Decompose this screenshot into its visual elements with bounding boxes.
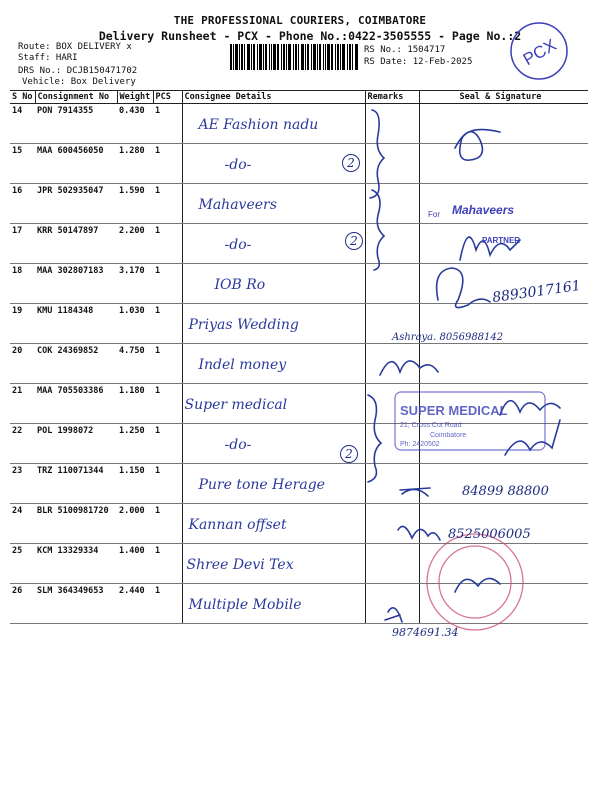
seal-cell [419, 144, 588, 184]
remarks-cell [365, 504, 419, 544]
pcs-cell: 1 [153, 584, 182, 624]
sno-cell: 21 [10, 384, 35, 424]
pcs-cell: 1 [153, 184, 182, 224]
runsheet-table [10, 90, 588, 624]
sno-cell: 18 [10, 264, 35, 304]
consignee-cell [182, 424, 365, 464]
vehicle-label: Vehicle: Box Delivery [22, 77, 136, 87]
col-remarks: Remarks [365, 91, 419, 104]
consignment-cell: MAA 705503386 [35, 384, 117, 424]
remarks-cell [365, 104, 419, 144]
consignment-cell: KCM 13329334 [35, 544, 117, 584]
mahaveers-stamp-prefix: For [428, 210, 440, 219]
table-row [10, 424, 588, 464]
consignee-handwriting: Indel money [198, 356, 287, 373]
company-title: THE PROFESSIONAL COURIERS, COIMBATORE [173, 14, 427, 27]
consignee-cell [182, 104, 365, 144]
remarks-cell [365, 344, 419, 384]
weight-cell: 1.030 [117, 304, 153, 344]
col-consignment: Consignment No [35, 91, 117, 104]
super-medical-stamp-title: SUPER MEDICAL [400, 403, 508, 418]
pcs-cell: 1 [153, 544, 182, 584]
consignee-cell [182, 184, 365, 224]
consignee-cell [182, 304, 365, 344]
consignee-cell [182, 504, 365, 544]
pcs-cell: 1 [153, 424, 182, 464]
consignment-cell: MAA 302807183 [35, 264, 117, 304]
consignee-cell [182, 584, 365, 624]
pcs-cell: 1 [153, 504, 182, 544]
weight-cell: 2.200 [117, 224, 153, 264]
pcx-stamp-text: PCX [519, 35, 560, 70]
consignee-cell [182, 384, 365, 424]
consignee-handwriting: IOB Ro [214, 276, 266, 293]
remarks-cell [365, 464, 419, 504]
consignment-cell: KRR 50147897 [35, 224, 117, 264]
weight-cell: 1.180 [117, 384, 153, 424]
sno-cell: 16 [10, 184, 35, 224]
weight-cell: 1.250 [117, 424, 153, 464]
pcs-cell: 1 [153, 144, 182, 184]
table-row [10, 584, 588, 624]
consignee-cell [182, 144, 365, 184]
seal-cell [419, 424, 588, 464]
runsheet-title: Delivery Runsheet - PCX - Phone No.:0422-3505555 - Page No.:2 [98, 29, 522, 43]
sno-cell: 19 [10, 304, 35, 344]
super-medical-stamp-city: Coimbatore [430, 432, 467, 439]
remarks-cell [365, 224, 419, 264]
consignee-cell [182, 264, 365, 304]
consignee-handwriting: -do- [224, 436, 252, 453]
weight-cell: 1.150 [117, 464, 153, 504]
mahaveers-stamp: Mahaveers [452, 203, 515, 217]
consignment-cell: KMU 1184348 [35, 304, 117, 344]
pcx-stamp [508, 20, 570, 82]
partner-stamp: PARTNER [482, 236, 521, 245]
pcs-cell: 1 [153, 464, 182, 504]
consignment-cell: JPR 502935047 [35, 184, 117, 224]
weight-cell: 1.400 [117, 544, 153, 584]
consignee-handwriting: -do- [224, 236, 252, 253]
super-medical-stamp-address: 21, Cross Cut Road [400, 422, 462, 429]
consignment-cell: PON 7914355 [35, 104, 117, 144]
pcs-cell: 1 [153, 264, 182, 304]
seal-cell [419, 544, 588, 584]
super-medical-stamp-phone: Ph: 2420502 [400, 441, 440, 448]
signature-phone-row-26: 9874691.34 [392, 626, 459, 639]
consignment-cell: POL 1998072 [35, 424, 117, 464]
table-row [10, 544, 588, 584]
rs-date: RS Date: 12-Feb-2025 [364, 57, 473, 67]
sno-cell: 22 [10, 424, 35, 464]
col-pcs: PCS [153, 91, 182, 104]
weight-cell: 4.750 [117, 344, 153, 384]
consignee-handwriting: Multiple Mobile [188, 596, 302, 613]
staff-label: Staff: HARI [18, 53, 78, 63]
table-row [10, 144, 588, 184]
barcode [230, 44, 358, 70]
remarks-cell [365, 184, 419, 224]
weight-cell: 3.170 [117, 264, 153, 304]
sno-cell: 20 [10, 344, 35, 384]
consignee-cell [182, 344, 365, 384]
sno-cell: 25 [10, 544, 35, 584]
sno-cell: 23 [10, 464, 35, 504]
sno-cell: 26 [10, 584, 35, 624]
weight-cell: 0.430 [117, 104, 153, 144]
remarks-cell [365, 144, 419, 184]
remark-count: 2 [340, 445, 358, 463]
sno-cell: 15 [10, 144, 35, 184]
consignee-handwriting: -do- [224, 156, 252, 173]
weight-cell: 2.440 [117, 584, 153, 624]
signature-phone-row-24: 8525006005 [448, 527, 531, 542]
remarks-cell [365, 544, 419, 584]
pcs-cell: 1 [153, 304, 182, 344]
signature-phone-row-19: Ashraya. 8056988142 [392, 332, 504, 343]
weight-cell: 1.590 [117, 184, 153, 224]
pcs-cell: 1 [153, 384, 182, 424]
remark-count: 2 [342, 154, 360, 172]
seal-cell [419, 584, 588, 624]
col-weight: Weight [117, 91, 153, 104]
signature-phone-row-23: 84899 88800 [462, 484, 549, 499]
consignee-handwriting: Super medical [184, 396, 288, 413]
table-row [10, 104, 588, 144]
consignment-cell: SLM 364349653 [35, 584, 117, 624]
remarks-cell [365, 584, 419, 624]
consignment-cell: BLR 5100981720 [35, 504, 117, 544]
col-sno: S No [10, 91, 35, 104]
pcs-cell: 1 [153, 104, 182, 144]
weight-cell: 2.000 [117, 504, 153, 544]
consignee-handwriting: Priyas Wedding [188, 316, 299, 333]
pcs-cell: 1 [153, 224, 182, 264]
table-header-row [10, 91, 588, 104]
col-consignee: Consignee Details [182, 91, 365, 104]
sno-cell: 17 [10, 224, 35, 264]
remarks-cell [365, 264, 419, 304]
consignee-cell [182, 464, 365, 504]
seal-cell [419, 344, 588, 384]
remark-count: 2 [345, 232, 363, 250]
consignee-handwriting: Kannan offset [188, 516, 287, 533]
col-seal: Seal & Signature [419, 91, 588, 104]
consignee-handwriting: Mahaveers [198, 196, 277, 213]
consignee-handwriting: AE Fashion nadu [198, 116, 319, 133]
consignee-handwriting: Shree Devi Tex [186, 556, 294, 573]
sno-cell: 14 [10, 104, 35, 144]
consignment-cell: TRZ 110071344 [35, 464, 117, 504]
consignee-cell [182, 544, 365, 584]
seal-cell [419, 104, 588, 144]
weight-cell: 1.280 [117, 144, 153, 184]
consignee-handwriting: Pure tone Herage [198, 476, 325, 493]
sno-cell: 24 [10, 504, 35, 544]
consignment-cell: MAA 600456050 [35, 144, 117, 184]
route-label: Route: BOX DELIVERY x [18, 42, 132, 52]
pcs-cell: 1 [153, 344, 182, 384]
consignee-cell [182, 224, 365, 264]
signature-phone-row-18: 8893017161 [491, 277, 582, 307]
rs-number: RS No.: 1504717 [364, 45, 446, 55]
consignment-cell: COK 24369852 [35, 344, 117, 384]
drs-number: DRS No.: DCJB150471702 [18, 66, 138, 76]
table-row [10, 344, 588, 384]
